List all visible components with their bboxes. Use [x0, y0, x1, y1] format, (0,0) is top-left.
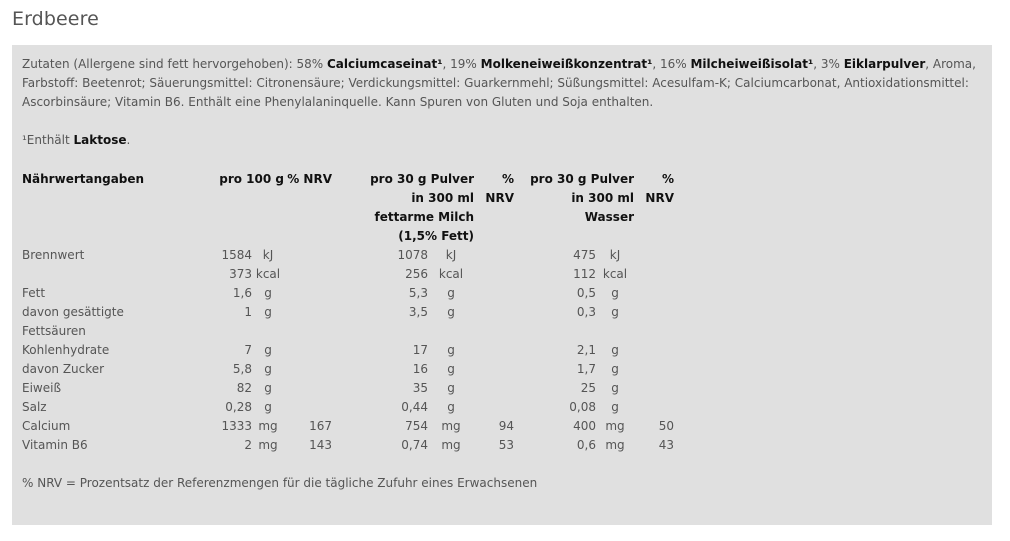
value-per-30g-milk: 35 [412, 381, 428, 395]
row-name: davon gesättigte [22, 305, 124, 319]
unit-per-30g-milk: g [447, 286, 455, 300]
unit-per-30g-milk: mg [441, 419, 461, 433]
unit-per-30g-milk: kJ [445, 248, 457, 262]
nutrition-table [22, 170, 674, 455]
unit-per-100g [252, 322, 284, 341]
nrv-per-100g [284, 284, 332, 303]
unit-per-30g-milk: g [447, 381, 455, 395]
value-per-100g: 1584 [221, 248, 252, 262]
value-per-30g-milk: 16 [412, 362, 428, 376]
nrv-per-30g-water [634, 284, 674, 303]
nrv-per-30g-milk [474, 379, 514, 398]
unit-per-30g-water: g [611, 400, 619, 414]
value-per-30g-water: 400 [573, 419, 596, 433]
value-per-100g: 373 [229, 267, 252, 281]
nrv-per-100g: 143 [309, 438, 332, 452]
table-row [22, 322, 674, 341]
unit-per-100g: kcal [255, 267, 281, 281]
nrv-per-30g-milk: 53 [498, 438, 514, 452]
value-per-30g-milk: 5,3 [408, 286, 428, 300]
unit-per-30g-water: g [611, 362, 619, 376]
nrv-per-30g-milk [474, 246, 514, 265]
ingredients-sep: , 3% [813, 57, 844, 71]
value-per-30g-milk: 17 [412, 343, 428, 357]
value-per-30g-milk [332, 322, 428, 341]
ingredients-sep: , 16% [652, 57, 691, 71]
value-per-100g: 7 [244, 343, 252, 357]
value-per-100g [172, 322, 252, 341]
nrv-per-100g [284, 265, 332, 284]
value-per-30g-milk: 1078 [397, 248, 428, 262]
unit-per-100g: g [264, 305, 272, 319]
value-per-30g-water [514, 322, 596, 341]
nrv-per-30g-water [634, 398, 674, 417]
nrv-per-30g-milk [474, 303, 514, 322]
nrv-per-30g-water: 43 [658, 438, 674, 452]
value-per-100g: 1 [244, 305, 252, 319]
unit-per-30g-water: mg [605, 419, 625, 433]
nrv-per-30g-water [634, 303, 674, 322]
header-nrv-1: % NRV [287, 172, 332, 186]
allergen-calciumcaseinat: Calciumcaseinat¹ [326, 57, 443, 71]
header-line: fettarme Milch [374, 210, 474, 224]
nrv-per-100g [284, 322, 332, 341]
header-line: pro 30 g Pulver [530, 172, 634, 186]
table-row [22, 341, 674, 360]
table-row [22, 303, 674, 322]
unit-per-100g: g [264, 400, 272, 414]
value-per-30g-water: 25 [580, 381, 596, 395]
value-per-30g-water: 2,1 [576, 343, 596, 357]
value-per-100g: 5,8 [232, 362, 252, 376]
nutrition-table-body [22, 246, 674, 455]
value-per-30g-water: 475 [573, 248, 596, 262]
row-name: Calcium [22, 419, 71, 433]
table-header-row [22, 170, 674, 246]
header-name: Nährwertangaben [22, 172, 145, 186]
unit-per-100g: g [264, 381, 272, 395]
table-row [22, 398, 674, 417]
row-name: Salz [22, 400, 47, 414]
unit-per-30g-milk: g [447, 400, 455, 414]
unit-per-30g-milk: g [447, 305, 455, 319]
unit-per-100g: mg [258, 438, 278, 452]
row-name: Brennwert [22, 248, 85, 262]
ingredients-intro: Zutaten (Allergene sind fett hervorgehoben): 58% [22, 57, 327, 71]
unit-per-30g-milk: g [447, 343, 455, 357]
allergen-milcheiweissisolat: Milcheiweißisolat¹ [690, 57, 814, 71]
unit-per-30g-water: g [611, 305, 619, 319]
row-name: Kohlenhydrate [22, 343, 110, 357]
header-nrv-3: % NRV [645, 172, 674, 205]
value-per-30g-water: 1,7 [576, 362, 596, 376]
nrv-per-30g-milk [474, 284, 514, 303]
header-nrv-2: % NRV [485, 172, 514, 205]
nrv-per-100g [284, 341, 332, 360]
value-per-30g-milk: 0,74 [401, 438, 428, 452]
nrv-per-30g-milk [474, 341, 514, 360]
nrv-per-30g-milk [474, 265, 514, 284]
row-name: davon Zucker [22, 362, 105, 376]
row-name [22, 265, 172, 284]
nrv-per-30g-milk: 94 [498, 419, 514, 433]
ingredients-text [22, 55, 977, 112]
nrv-per-30g-water [634, 246, 674, 265]
value-per-100g: 1,6 [232, 286, 252, 300]
ingredients-sep: , 19% [442, 57, 481, 71]
header-line: Wasser [584, 210, 634, 224]
table-row [22, 436, 674, 455]
unit-per-100g: g [264, 343, 272, 357]
nrv-per-100g [284, 246, 332, 265]
row-name: Vitamin B6 [22, 438, 88, 452]
row-name: Fettsäuren [22, 324, 86, 338]
unit-per-100g: mg [258, 419, 278, 433]
nrv-per-30g-water [634, 379, 674, 398]
unit-per-30g-water: kcal [602, 267, 628, 281]
value-per-100g: 1333 [221, 419, 252, 433]
value-per-30g-milk: 754 [405, 419, 428, 433]
header-line: pro 30 g Pulver [370, 172, 474, 186]
value-per-30g-water: 112 [573, 267, 596, 281]
unit-per-30g-milk: kcal [438, 267, 464, 281]
nrv-per-30g-milk [474, 322, 514, 341]
value-per-100g: 0,28 [225, 400, 252, 414]
footnote-allergen: Laktose [73, 133, 127, 147]
nrv-per-100g [284, 398, 332, 417]
unit-per-30g-water: g [611, 286, 619, 300]
nrv-per-100g [284, 379, 332, 398]
table-row [22, 417, 674, 436]
nutrition-panel [12, 45, 992, 525]
nrv-per-30g-milk [474, 398, 514, 417]
ingredients-rest: , Aroma, Farbstoff: Beetenrot; Säuerungsmittel: Citronensäure; Verdickungsmittel: Guarkernmehl; Süßungsmittel: Acesulfam-K; Calciumcarbonat, Antioxidationsmittel: Ascorbinsäure; Vitamin B6. Enthält eine Phenylalaninquelle. Kann Spuren von Gluten und Soja enthalten. [22, 57, 976, 109]
unit-per-30g-water: g [611, 381, 619, 395]
value-per-30g-milk: 256 [405, 267, 428, 281]
header-line: in 300 ml [571, 191, 634, 205]
value-per-30g-water: 0,5 [576, 286, 596, 300]
header-line: (1,5% Fett) [398, 229, 474, 243]
header-per-30g-milk [332, 170, 474, 246]
allergen-molkeneiweisskonzentrat: Molkeneiweißkonzentrat¹ [480, 57, 653, 71]
unit-per-30g-water: kJ [609, 248, 621, 262]
row-name: Fett [22, 286, 46, 300]
value-per-30g-water: 0,08 [569, 400, 596, 414]
nrv-per-100g [284, 360, 332, 379]
table-row [22, 246, 674, 265]
value-per-30g-milk: 3,5 [408, 305, 428, 319]
nrv-per-30g-water [634, 322, 674, 341]
unit-per-100g: g [264, 286, 272, 300]
nrv-per-30g-milk [474, 360, 514, 379]
row-name: Eiweiß [22, 381, 62, 395]
unit-per-30g-water: mg [605, 438, 625, 452]
table-row [22, 360, 674, 379]
unit-per-100g: kJ [262, 248, 274, 262]
unit-per-30g-milk: mg [441, 438, 461, 452]
table-row [22, 379, 674, 398]
unit-per-30g-water [596, 322, 634, 341]
nrv-per-30g-water [634, 360, 674, 379]
value-per-100g: 82 [236, 381, 252, 395]
footnote-suffix: . [126, 133, 131, 147]
unit-per-30g-milk: g [447, 362, 455, 376]
header-per-100g: pro 100 g [219, 172, 284, 186]
table-row [22, 265, 674, 284]
nrv-per-100g: 167 [309, 419, 332, 433]
table-row [22, 284, 674, 303]
footnote-prefix: ¹Enthält [22, 133, 74, 147]
lactose-footnote [22, 131, 130, 150]
value-per-30g-milk: 0,44 [401, 400, 428, 414]
page-title: Erdbeere [12, 8, 99, 30]
nrv-per-30g-water [634, 341, 674, 360]
unit-per-30g-milk [428, 322, 474, 341]
value-per-100g: 2 [244, 438, 252, 452]
unit-per-30g-water: g [611, 343, 619, 357]
value-per-30g-water: 0,6 [576, 438, 596, 452]
header-line: in 300 ml [411, 191, 474, 205]
nrv-per-100g [284, 303, 332, 322]
nrv-per-30g-water: 50 [658, 419, 674, 433]
header-per-30g-water [514, 170, 634, 246]
nrv-note: % NRV = Prozentsatz der Referenzmengen für die tägliche Zufuhr eines Erwachsenen [22, 476, 538, 490]
nrv-per-30g-water [634, 265, 674, 284]
unit-per-100g: g [264, 362, 272, 376]
value-per-30g-water: 0,3 [576, 305, 596, 319]
allergen-eiklarpulver: Eiklarpulver [843, 57, 926, 71]
